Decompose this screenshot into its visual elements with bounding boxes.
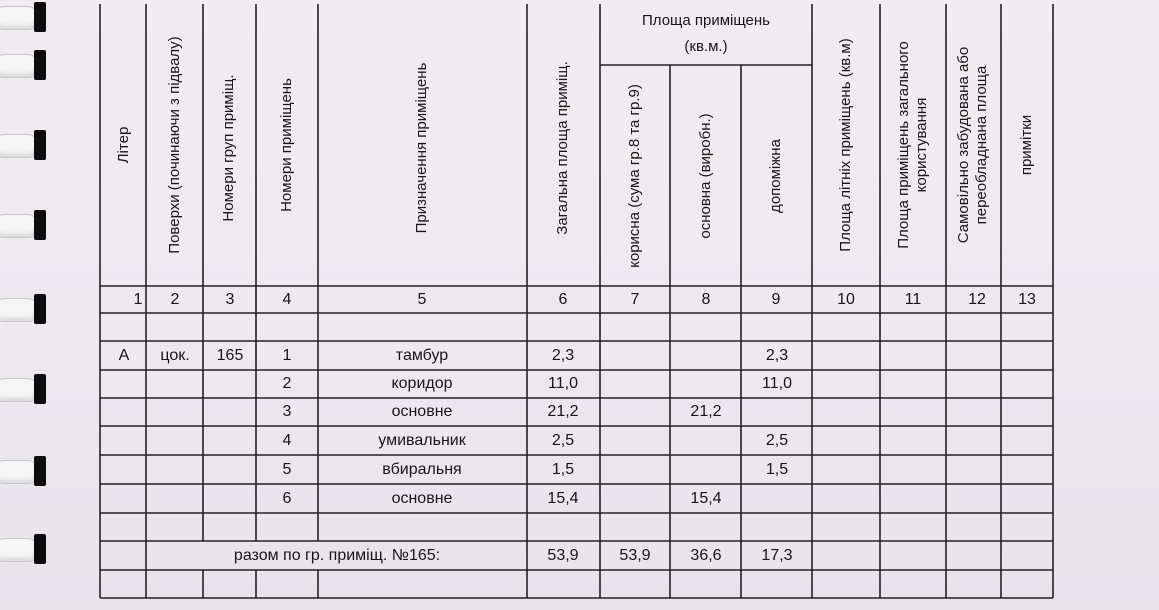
cell-room: 5 [282, 461, 292, 478]
header-common-area: Площа приміщень загального користування [895, 41, 930, 249]
column-number: 6 [558, 291, 568, 308]
header-main-area: основна (виробн.) [697, 113, 714, 239]
column-number: 9 [771, 291, 781, 308]
cell-room: 1 [282, 347, 292, 364]
cell-total: 21,2 [547, 403, 579, 420]
cell-room: 2 [282, 375, 292, 392]
header-notes: примітки [1018, 114, 1035, 176]
cell-purpose: вбиральня [382, 461, 462, 478]
header-room-numbers: Номери приміщень [278, 78, 295, 212]
column-number: 7 [630, 291, 640, 308]
header-auxiliary-area: допоміжна [767, 139, 784, 213]
column-number: 8 [701, 291, 711, 308]
cell-purpose: тамбур [395, 347, 449, 364]
cell-purpose: основне [391, 403, 453, 420]
total-main: 36,6 [690, 547, 722, 564]
cell-total: 1,5 [551, 461, 575, 478]
column-number: 2 [170, 291, 180, 308]
header-group-numbers: Номери груп приміщ. [220, 74, 237, 222]
total-label: разом по гр. приміщ. №165: [233, 547, 441, 564]
header-room-purpose: Призначення приміщень [413, 62, 430, 234]
cell-aux: 2,3 [765, 347, 789, 364]
header-summer-area: Площа літніх приміщень (кв.м) [837, 38, 854, 252]
column-number: 11 [904, 291, 922, 308]
cell-purpose: основне [391, 490, 453, 507]
cell-aux: 2,5 [765, 432, 789, 449]
total-useful: 53,9 [619, 547, 651, 564]
column-number: 12 [968, 291, 986, 308]
cell-aux: 1,5 [765, 461, 789, 478]
total-aux: 17,3 [761, 547, 793, 564]
cell-total: 11,0 [548, 375, 578, 392]
cell-aux: 11,0 [762, 375, 792, 392]
total-area: 53,9 [547, 547, 579, 564]
cell-total: 2,3 [551, 347, 575, 364]
cell-group: 165 [216, 347, 244, 364]
header-floors: Поверхи (починаючи з підвалу) [166, 36, 183, 254]
header-area-unit: (кв.м.) [684, 38, 728, 55]
header-total-area: Загальна площа приміщ. [554, 61, 571, 235]
column-number: 5 [417, 291, 427, 308]
cell-room: 3 [282, 403, 292, 420]
header-liter: Літер [115, 126, 132, 164]
cell-purpose: коридор [391, 375, 453, 392]
cell-floor: цок. [160, 347, 190, 364]
cell-room: 4 [282, 432, 292, 449]
cell-room: 6 [282, 490, 292, 507]
cell-liter: А [118, 347, 130, 364]
column-number: 10 [837, 291, 855, 308]
header-area-group: Площа приміщень [642, 12, 770, 29]
cell-main: 15,4 [690, 490, 722, 507]
column-number: 3 [225, 291, 235, 308]
header-unauthorized-area: Самовільно забудована або переобладнана площа [955, 46, 990, 244]
column-number: 1 [133, 291, 143, 308]
header-useful-area: корисна (сума гр.8 та гр.9) [626, 84, 643, 268]
column-number: 4 [282, 291, 292, 308]
cell-total: 15,4 [547, 490, 579, 507]
cell-total: 2,5 [551, 432, 575, 449]
cell-purpose: умивальник [378, 432, 466, 449]
column-number: 13 [1018, 291, 1036, 308]
cell-main: 21,2 [690, 403, 722, 420]
